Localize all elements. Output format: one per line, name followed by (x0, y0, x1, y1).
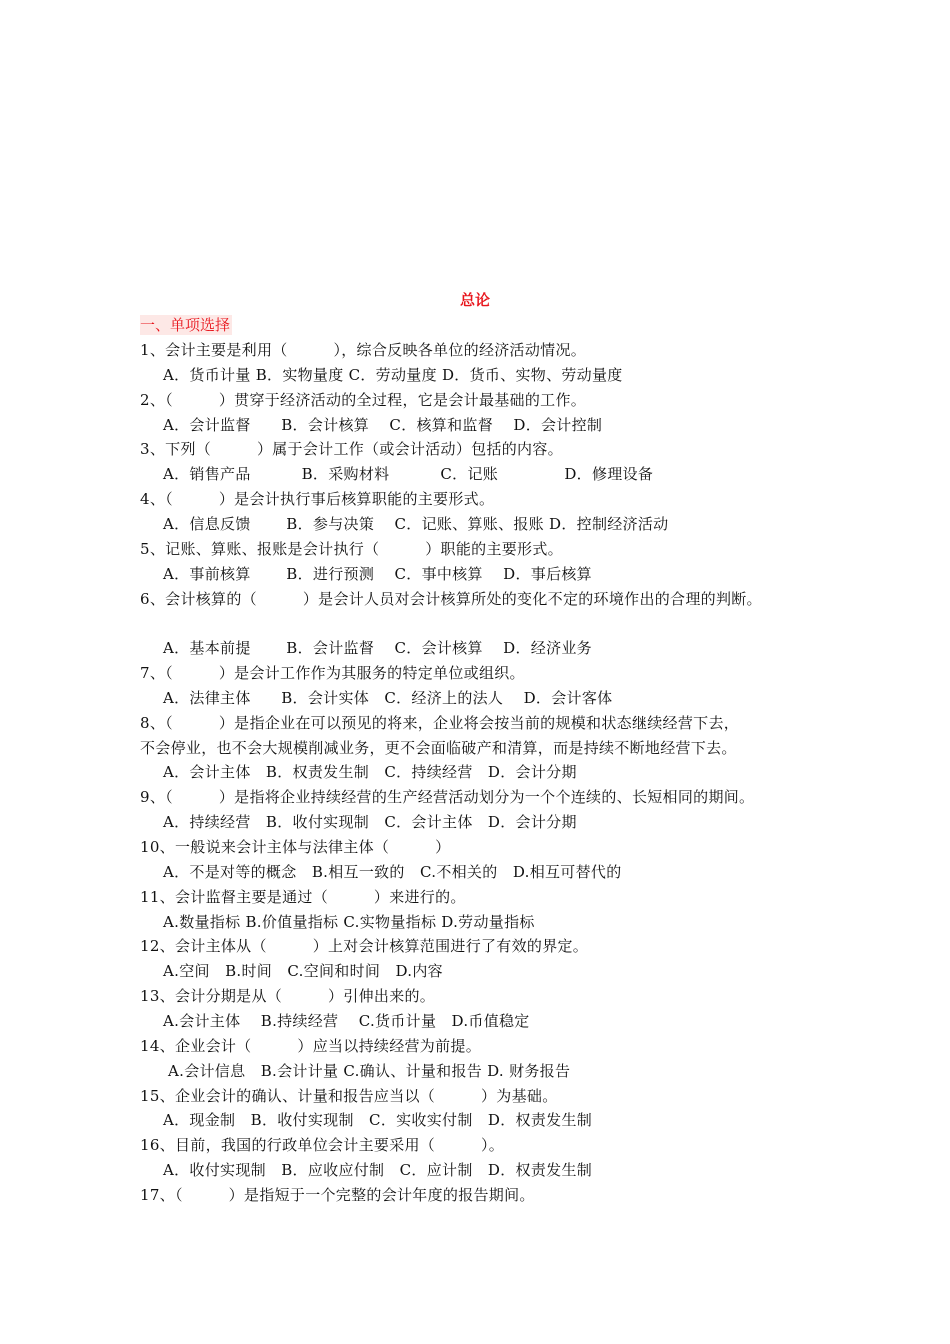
question-text: 6、会计核算的（ ）是会计人员对会计核算所处的变化不定的环境作出的合理的判断。 (140, 590, 762, 608)
question-text: 不会停业，也不会大规模削减业务，更不会面临破产和清算，而是持续不断地经营下去。 (140, 739, 737, 757)
answer-options: A．事前核算 B．进行预测 C．事中核算 D．事后核算 (163, 565, 592, 583)
answer-options: A．会计主体 B．权责发生制 C．持续经营 D．会计分期 (163, 763, 577, 781)
answer-options: A．会计监督 B．会计核算 C．核算和监督 D．会计控制 (163, 416, 603, 434)
answer-options: A.空间 B.时间 C.空间和时间 D.内容 (163, 962, 443, 980)
answer-options: A．不是对等的概念 B.相互一致的 C.不相关的 D.相互可替代的 (163, 863, 622, 881)
question-text: 1、会计主要是利用（ ），综合反映各单位的经济活动情况。 (140, 341, 587, 359)
question-text: 3、下列（ ）属于会计工作（或会计活动）包括的内容。 (140, 440, 563, 458)
question-text: 7、（ ）是会计工作作为其服务的特定单位或组织。 (140, 664, 525, 682)
question-text: 17、（ ）是指短于一个完整的会计年度的报告期间。 (140, 1186, 535, 1204)
answer-options: A．法律主体 B．会计实体 C．经济上的法人 D．会计客体 (163, 689, 613, 707)
answer-options: A．收付实现制 B．应收应付制 C．应计制 D．权责发生制 (163, 1161, 593, 1179)
answer-options: A.会计主体 B.持续经营 C.货币计量 D.币值稳定 (163, 1012, 530, 1030)
answer-options: A．基本前提 B．会计监督 C．会计核算 D．经济业务 (163, 639, 592, 657)
question-text: 15、企业会计的确认、计量和报告应当以（ ）为基础。 (140, 1087, 558, 1105)
answer-options: A.会计信息 B.会计计量 C.确认、计量和报告 D. 财务报告 (168, 1062, 571, 1080)
question-text: 10、一般说来会计主体与法律主体（ ） (140, 838, 451, 856)
question-text: 9、（ ）是指将企业持续经营的生产经营活动划分为一个个连续的、长短相同的期间。 (140, 788, 755, 806)
answer-options: A．销售产品 B．采购材料 C．记账 D．修理设备 (163, 465, 654, 483)
page-title: 总论 (459, 291, 490, 309)
question-text: 4、（ ）是会计执行事后核算职能的主要形式。 (140, 490, 495, 508)
question-text: 16、目前，我国的行政单位会计主要采用（ ）。 (140, 1136, 505, 1154)
question-text: 11、会计监督主要是通过（ ）来进行的。 (140, 888, 466, 906)
section-heading: 一、单项选择 (140, 316, 231, 334)
question-text: 5、记账、算账、报账是会计执行（ ）职能的主要形式。 (140, 540, 563, 558)
question-text: 14、企业会计（ ）应当以持续经营为前提。 (140, 1037, 481, 1055)
answer-options: A．货币计量 B．实物量度 C．劳动量度 D．货币、实物、劳动量度 (163, 366, 623, 384)
question-text: 12、会计主体从（ ）上对会计核算范围进行了有效的界定。 (140, 937, 589, 955)
question-text: 8、（ ）是指企业在可以预见的将来，企业将会按当前的规模和状态继续经营下去， (140, 714, 740, 732)
answer-options: A．现金制 B．收付实现制 C．实收实付制 D．权责发生制 (163, 1111, 593, 1129)
answer-options: A．信息反馈 B．参与决策 C．记账、算账、报账 D．控制经济活动 (163, 515, 669, 533)
question-text: 2、（ ）贯穿于经济活动的全过程，它是会计最基础的工作。 (140, 391, 587, 409)
answer-options: A.数量指标 B.价值量指标 C.实物量指标 D.劳动量指标 (163, 913, 535, 931)
question-text: 13、会计分期是从（ ）引伸出来的。 (140, 987, 436, 1005)
answer-options: A．持续经营 B．收付实现制 C．会计主体 D．会计分期 (163, 813, 577, 831)
